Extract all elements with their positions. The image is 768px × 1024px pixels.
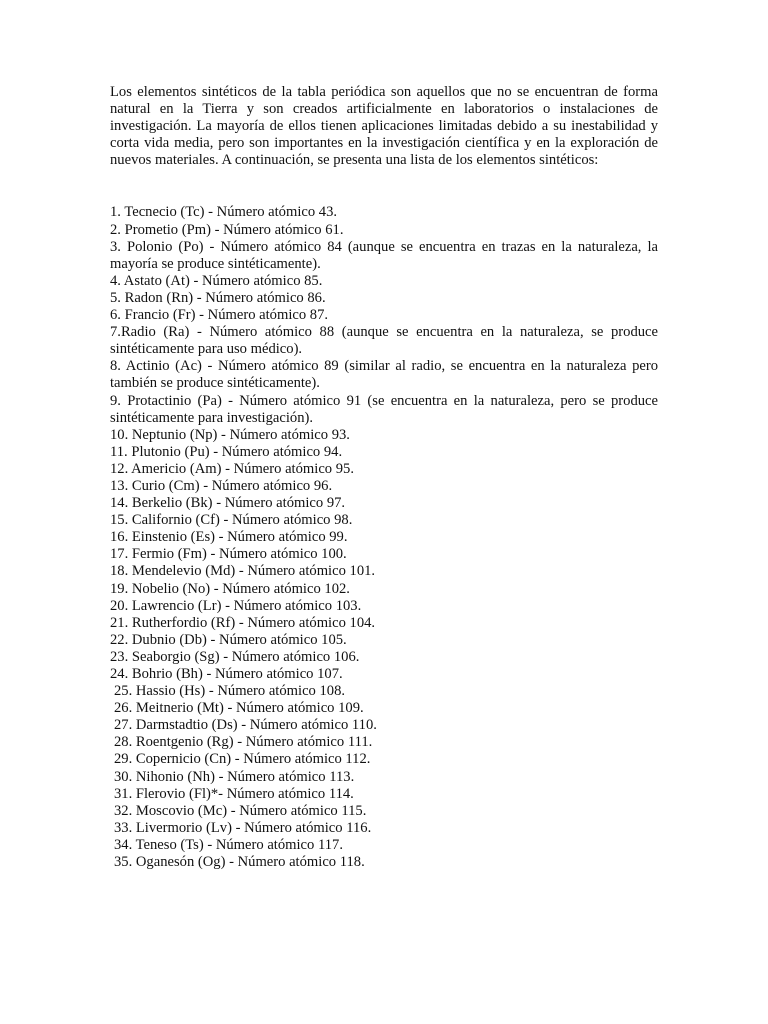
- document-body: [110, 84, 658, 871]
- list-item: 10. Neptunio (Np) - Número atómico 93.: [110, 426, 350, 443]
- list-item: 32. Moscovio (Mc) - Número atómico 115.: [114, 802, 367, 819]
- list-item: 7.Radio (Ra) - Número atómico 88 (aunque se encuentra en la naturaleza, se produce sintéticamente para uso médico).: [110, 324, 658, 358]
- list-item: 26. Meitnerio (Mt) - Número atómico 109.: [114, 700, 364, 717]
- list-item: 35. Oganesón (Og) - Número atómico 118.: [114, 854, 365, 871]
- list-item: 31. Flerovio (Fl)*- Número atómico 114.: [114, 785, 354, 802]
- list-item: 16. Einstenio (Es) - Número atómico 99.: [110, 529, 348, 546]
- list-item: 5. Radon (Rn) - Número atómico 86.: [110, 289, 326, 306]
- list-item: 29. Copernicio (Cn) - Número atómico 112.: [114, 751, 371, 768]
- list-item: 30. Nihonio (Nh) - Número atómico 113.: [114, 768, 355, 785]
- list-item: 2. Prometio (Pm) - Número atómico 61.: [110, 221, 344, 238]
- list-item: 24. Bohrio (Bh) - Número atómico 107.: [110, 666, 343, 682]
- list-item: 18. Mendelevio (Md) - Número atómico 101.: [110, 563, 376, 580]
- list-item: 27. Darmstadtio (Ds) - Número atómico 110.: [114, 717, 377, 734]
- list-item: 17. Fermio (Fm) - Número atómico 100.: [110, 546, 347, 563]
- list-item: 33. Livermorio (Lv) - Número atómico 116.: [114, 819, 372, 836]
- list-item: 12. Americio (Am) - Número atómico 95.: [110, 460, 354, 477]
- list-item: 19. Nobelio (No) - Número atómico 102.: [110, 580, 350, 597]
- list-item: 6. Francio (Fr) - Número atómico 87.: [110, 307, 329, 324]
- list-item: 28. Roentgenio (Rg) - Número atómico 111.: [114, 734, 373, 751]
- list-item: 34. Teneso (Ts) - Número atómico 117.: [114, 836, 343, 853]
- list-item: 23. Seaborgio (Sg) - Número atómico 106.: [110, 648, 360, 665]
- list-item: 11. Plutonio (Pu) - Número atómico 94.: [110, 443, 343, 460]
- list-item: 8. Actinio (Ac) - Número atómico 89 (similar al radio, se encuentra en la naturaleza pero también se produce sintéticamente).: [110, 358, 658, 392]
- list-item: 13. Curio (Cm) - Número atómico 96.: [110, 477, 333, 494]
- list-item: 4. Astato (At) - Número atómico 85.: [110, 272, 323, 289]
- intro-paragraph: Los elementos sintéticos de la tabla periódica son aquellos que no se encuentran de forma natural en la Tierra y son creados artificialmente en laboratorios o instalaciones de investigación. La mayoría de ellos tienen aplicaciones limitadas debido a su inestabilidad y corta vida media, pero son importantes en la investigación científica y en la exploración de nuevos materiales. A continuación, se presenta una lista de los elementos sintéticos:: [110, 84, 658, 169]
- list-item: 25. Hassio (Hs) - Número atómico 108.: [114, 683, 346, 700]
- synthetic-elements-list: [110, 204, 658, 871]
- list-item: 3. Polonio (Po) - Número atómico 84 (aunque se encuentra en trazas en la naturaleza, la mayoría se produce sintéticamente).: [110, 238, 658, 272]
- list-item: 15. Californio (Cf) - Número atómico 98.: [110, 512, 353, 529]
- list-item: 14. Berkelio (Bk) - Número atómico 97.: [110, 495, 346, 512]
- list-item: 21. Rutherfordio (Rf) - Número atómico 104.: [110, 614, 376, 631]
- list-item: 20. Lawrencio (Lr) - Número atómico 103.: [110, 597, 362, 614]
- list-item: 22. Dubnio (Db) - Número atómico 105.: [110, 631, 347, 648]
- list-item: 9. Protactinio (Pa) - Número atómico 91 (se encuentra en la naturaleza, pero se produce sintéticamente para investigación).: [110, 392, 658, 426]
- list-item: 1. Tecnecio (Tc) - Número atómico 43.: [110, 204, 338, 221]
